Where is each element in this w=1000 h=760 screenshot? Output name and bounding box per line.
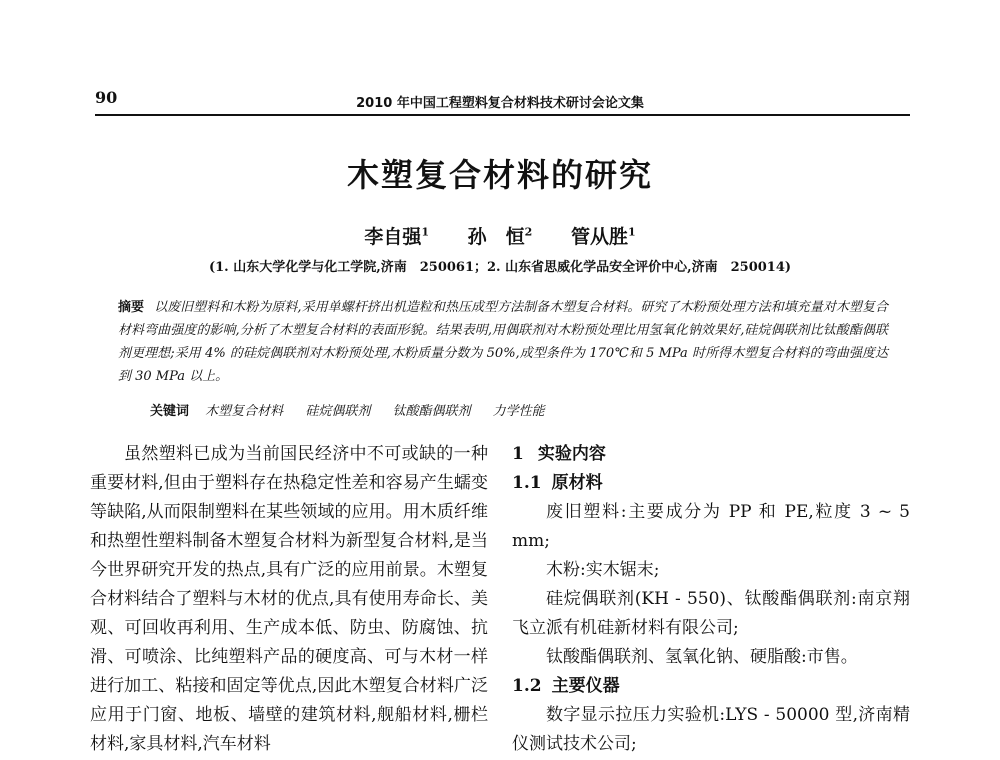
intro-paragraph: 虽然塑料已成为当前国民经济中不可或缺的一种重要材料,但由于塑料存在热稳定性差和容易产生蠕变等缺陷,从而限制塑料在某些领域的应用。用木质纤维和热塑性塑料制备木塑复合材料为新型复合材料,是当今世界研究开发的热点,具有广泛的应用前景。木塑复合材料结合了塑料与木材的优点,具有使用寿命长、美观、可回收再利用、生产成本低、防虫、防腐蚀、抗滑、可喷涂、比纯塑料产品的硬度高、可与木材一样进行加工、粘接和固定等优点,因此木塑复合材料广泛应用于门窗、地板、墙壁的建筑材料,舰船材料,栅栏材料,家具材料,汽车材料	[90, 444, 488, 754]
keywords-label: 关键词	[150, 404, 190, 419]
subsection-heading: 1.2 主要仪器	[512, 676, 620, 696]
keyword: 木塑复合材料	[205, 404, 284, 419]
material-item: 木粉:实木锯末;	[546, 560, 660, 580]
material-item: 钛酸酯偶联剂、氢氧化钠、硬脂酸:市售。	[546, 647, 858, 667]
author: 李自强$^1$	[364, 225, 430, 248]
keyword: 力学性能	[492, 404, 545, 419]
abstract	[118, 296, 888, 388]
keyword: 钛酸酯偶联剂	[392, 404, 471, 419]
header-rule	[95, 114, 910, 116]
author: 管从胜$^1$	[570, 225, 636, 248]
right-column	[512, 440, 910, 759]
keyword: 硅烷偶联剂	[305, 404, 371, 419]
affiliations: (1. 山东大学化学与化工学院,济南 250061；2. 山东省思威化学品安全评价中心,济南 250014)	[208, 260, 792, 275]
paper-title: 木塑复合材料的研究	[346, 156, 653, 194]
author: 孙 恒$^2$	[467, 225, 533, 248]
subsection-heading: 1.1 原材料	[512, 473, 603, 493]
running-header: 2010 年中国工程塑料复合材料技术研讨会论文集	[356, 96, 644, 111]
section-heading: 1 实验内容	[512, 444, 606, 464]
abstract-label: 摘要	[118, 300, 145, 315]
abstract-text: 以废旧塑料和木粉为原料,采用单螺杆挤出机造粒和热压成型方法制备木塑复合材料。研究了木粉预处理方法和填充量对木塑复合材料弯曲强度的影响,分析了木塑复合材料的表面形貌。结果表明,用偶联剂对木粉预处理比用氢氧化钠效果好,硅烷偶联剂比钛酸酯偶联剂更理想;采用 4% 的硅烷偶联剂对木粉预处理,木粉质量分数为 50%,成型条件为 170℃和 5 MPa 时所得木塑复合材料的弯曲强度达到 30 MPa 以上。	[118, 300, 888, 384]
page-number: 90	[95, 88, 118, 107]
author-list	[0, 222, 1000, 249]
keywords	[150, 400, 890, 419]
material-item: 硅烷偶联剂(KH - 550)、钛酸酯偶联剂:南京翔飞立派有机硅新材料有限公司;	[512, 589, 910, 638]
material-item: 废旧塑料:主要成分为 PP 和 PE,粒度 3 ~ 5 mm;	[512, 502, 910, 551]
instrument-item: 数字显示拉压力实验机:LYS - 50000 型,济南精仪测试技术公司;	[512, 705, 910, 754]
left-column	[90, 440, 488, 759]
